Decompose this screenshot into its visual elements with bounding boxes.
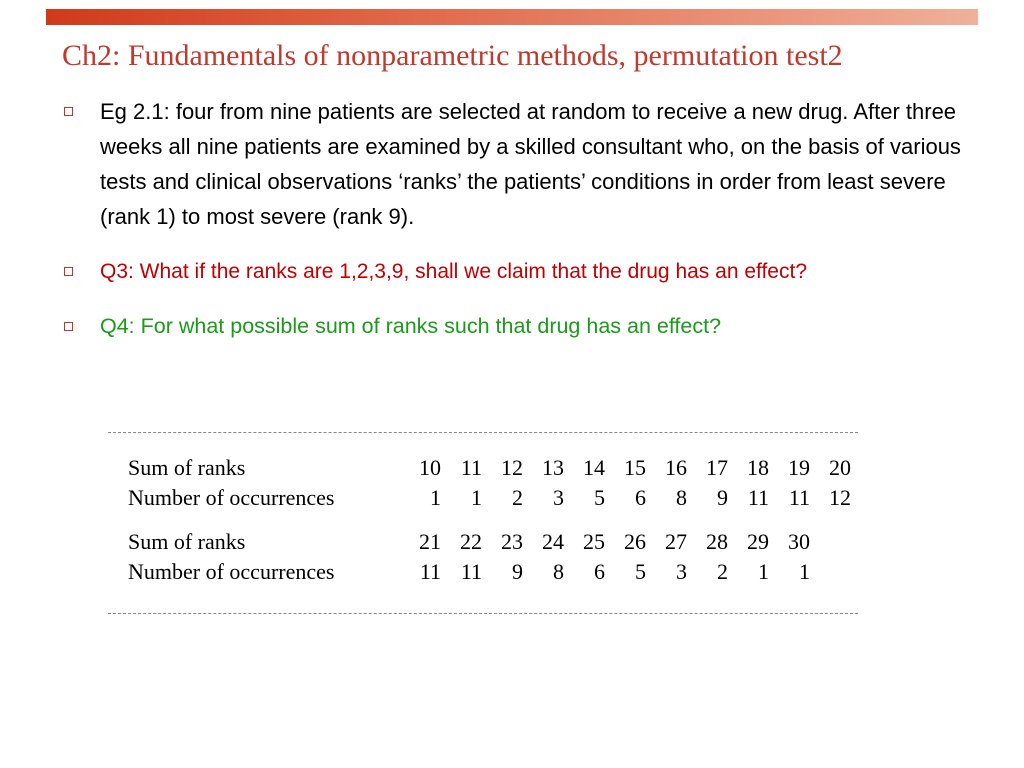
table-cell: 10 — [419, 455, 441, 480]
slide-title: Ch2: Fundamentals of nonparametric methods, permutation test2 — [62, 39, 843, 72]
table-cell: 11 — [788, 485, 810, 510]
table-top-rule — [108, 432, 858, 433]
table-row-sum-2 — [108, 527, 858, 557]
sum-cells — [400, 455, 851, 481]
table-cell: 22 — [460, 529, 482, 554]
table-cell: 21 — [419, 529, 441, 554]
row-label: Number of occurrences — [128, 559, 335, 584]
table-cell: 20 — [829, 455, 851, 480]
table-cell: 15 — [624, 455, 646, 480]
table-cell: 2 — [512, 485, 523, 510]
table-cell: 1 — [430, 485, 441, 510]
square-bullet-icon — [64, 322, 73, 331]
table-cell: 8 — [553, 559, 564, 584]
table-cell: 12 — [829, 485, 851, 510]
table-cell: 16 — [665, 455, 687, 480]
table-row-sum-1 — [108, 453, 858, 483]
count-cells — [400, 559, 810, 585]
table-row-count-1 — [108, 483, 858, 513]
row-label: Sum of ranks — [128, 455, 246, 480]
table-cell: 1 — [758, 559, 769, 584]
rank-sum-table — [108, 432, 858, 614]
table-cell: 12 — [501, 455, 523, 480]
sum-cells — [400, 529, 810, 555]
title-accent-bar — [46, 9, 978, 25]
table-cell: 24 — [542, 529, 564, 554]
table-cell: 19 — [788, 455, 810, 480]
table-cell: 1 — [799, 559, 810, 584]
table-cell: 28 — [706, 529, 728, 554]
bullet-text: Q4: For what possible sum of ranks such that drug has an effect? — [100, 314, 722, 338]
table-cell: 6 — [594, 559, 605, 584]
table-cell: 3 — [553, 485, 564, 510]
square-bullet-icon — [64, 267, 73, 276]
table-cell: 26 — [624, 529, 646, 554]
bullet-list — [62, 94, 992, 344]
table-cell: 8 — [676, 485, 687, 510]
table-cell: 30 — [788, 529, 810, 554]
table-cell: 27 — [665, 529, 687, 554]
table-cell: 11 — [419, 559, 441, 584]
row-label: Sum of ranks — [128, 529, 246, 554]
row-label: Number of occurrences — [128, 485, 335, 510]
bullet-text: Q3: What if the ranks are 1,2,3,9, shall we claim that the drug has an effect? — [100, 260, 807, 283]
table-cell: 29 — [747, 529, 769, 554]
table-cell: 11 — [747, 485, 769, 510]
table-cell: 13 — [542, 455, 564, 480]
table-cell: 3 — [676, 559, 687, 584]
table-cell: 6 — [635, 485, 646, 510]
table-bottom-rule — [108, 613, 858, 614]
table-cell: 9 — [512, 559, 523, 584]
table-cell: 18 — [747, 455, 769, 480]
bullet-question-3 — [62, 254, 992, 289]
table-cell: 9 — [717, 485, 728, 510]
table-cell: 1 — [471, 485, 482, 510]
table-cell: 25 — [583, 529, 605, 554]
table-cell: 5 — [635, 559, 646, 584]
table-cell: 11 — [460, 455, 482, 480]
table-row-count-2 — [108, 557, 858, 587]
bullet-question-4 — [62, 309, 992, 344]
count-cells — [400, 485, 851, 511]
table-cell: 11 — [460, 559, 482, 584]
table-cell: 17 — [706, 455, 728, 480]
table-cell: 5 — [594, 485, 605, 510]
square-bullet-icon — [64, 107, 73, 116]
table-cell: 23 — [501, 529, 523, 554]
table-cell: 14 — [583, 455, 605, 480]
bullet-text: Eg 2.1: four from nine patients are selected at random to receive a new drug. After three weeks all nine patients are examined by a skilled consultant who, on the basis of various tests and clinical observations ‘ranks’ the patients’ conditions in order from least severe (rank 1) to most severe (rank 9). — [100, 99, 961, 229]
bullet-example — [62, 94, 992, 234]
table-cell: 2 — [717, 559, 728, 584]
